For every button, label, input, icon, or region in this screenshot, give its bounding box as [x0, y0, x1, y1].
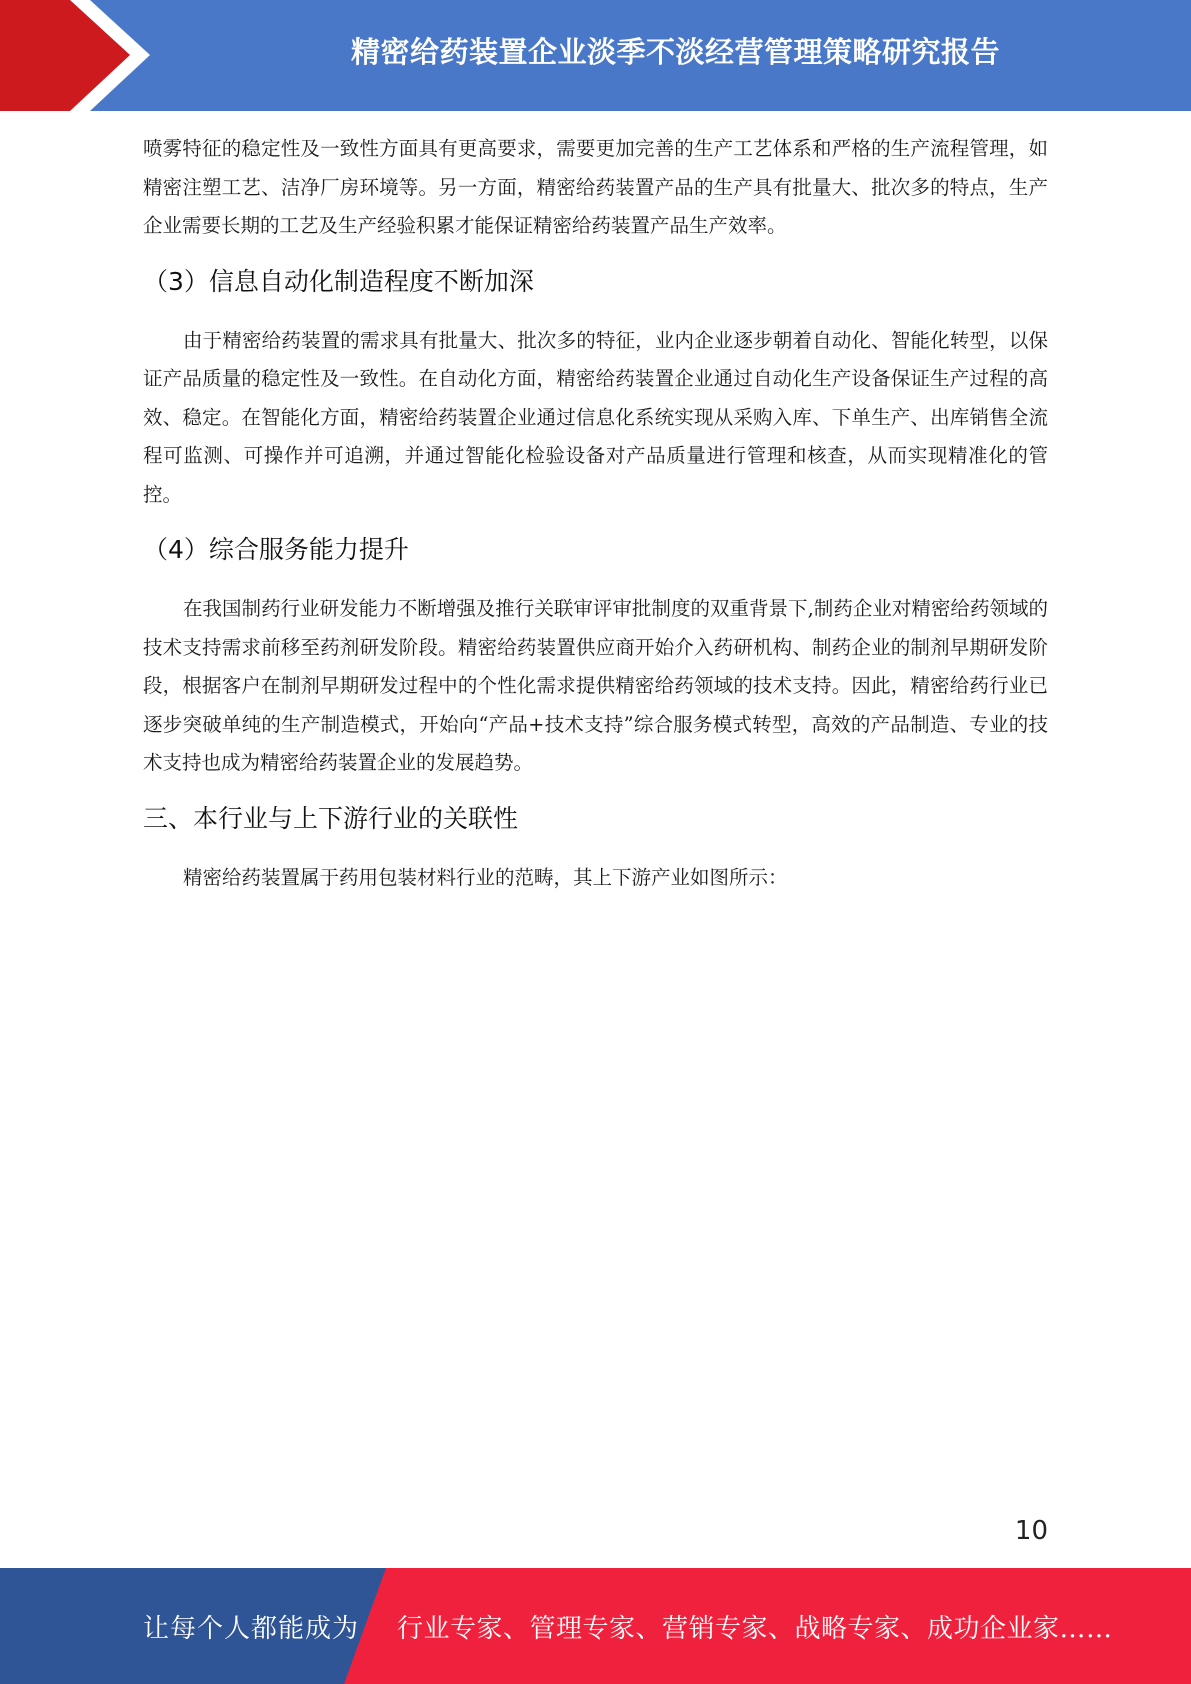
paragraph-industry-relation: 精密给药装置属于药用包装材料行业的范畴，其上下游产业如图所示：: [183, 865, 788, 889]
footer-slogan-left: 让每个人都能成为: [143, 1613, 360, 1644]
page-content: [143, 130, 1048, 897]
paragraph-continued: 喷雾特征的稳定性及一致性方面具有更高要求，需要更加完善的生产工艺体系和严格的生产流程管理，如精密注塑工艺、洁净厂房环境等。另一方面，精密给药装置产品的生产具有批量大、批次多的特点，生产企业需要长期的工艺及生产经验积累才能保证精密给药装置产品生产效率。: [143, 137, 1048, 237]
page-footer: [0, 1568, 1191, 1684]
header-arrow-decoration: [0, 0, 160, 111]
section-heading-industry-relation: 三、本行业与上下游行业的关联性: [143, 803, 519, 833]
page-header: [0, 0, 1191, 111]
paragraph-service: 在我国制药行业研发能力不断增强及推行关联审评审批制度的双重背景下,制药企业对精密给药领域的技术支持需求前移至药剂研发阶段。精密给药装置供应商开始介入药研机构、制药企业的制剂早期研发阶段，根据客户在制剂早期研发过程中的个性化需求提供精密给药领域的技术支持。因此，精密给药行业已逐步突破单纯的生产制造模式，开始向“产品+技术支持”综合服务模式转型，高效的产品制造、专业的技术支持也成为精密给药装置企业的发展趋势。: [143, 597, 1048, 774]
subheading-automation: （3）信息自动化制造程度不断加深: [143, 266, 534, 296]
paragraph-automation: 由于精密给药装置的需求具有批量大、批次多的特征，业内企业逐步朝着自动化、智能化转型，以保证产品质量的稳定性及一致性。在自动化方面，精密给药装置企业通过自动化生产设备保证生产过程的高效、稳定。在智能化方面，精密给药装置企业通过信息化系统实现从采购入库、下单生产、出库销售全流程可监测、可操作并可追溯，并通过智能化检验设备对产品质量进行管理和核查，从而实现精准化的管控。: [143, 328, 1048, 506]
subheading-service: （4）综合服务能力提升: [143, 535, 409, 564]
report-title: 精密给药装置企业淡季不淡经营管理策略研究报告: [350, 34, 1000, 69]
page-number: 10: [1014, 1516, 1048, 1546]
footer-slogan-right: 行业专家、管理专家、营销专家、战略专家、成功企业家……: [397, 1613, 1113, 1644]
